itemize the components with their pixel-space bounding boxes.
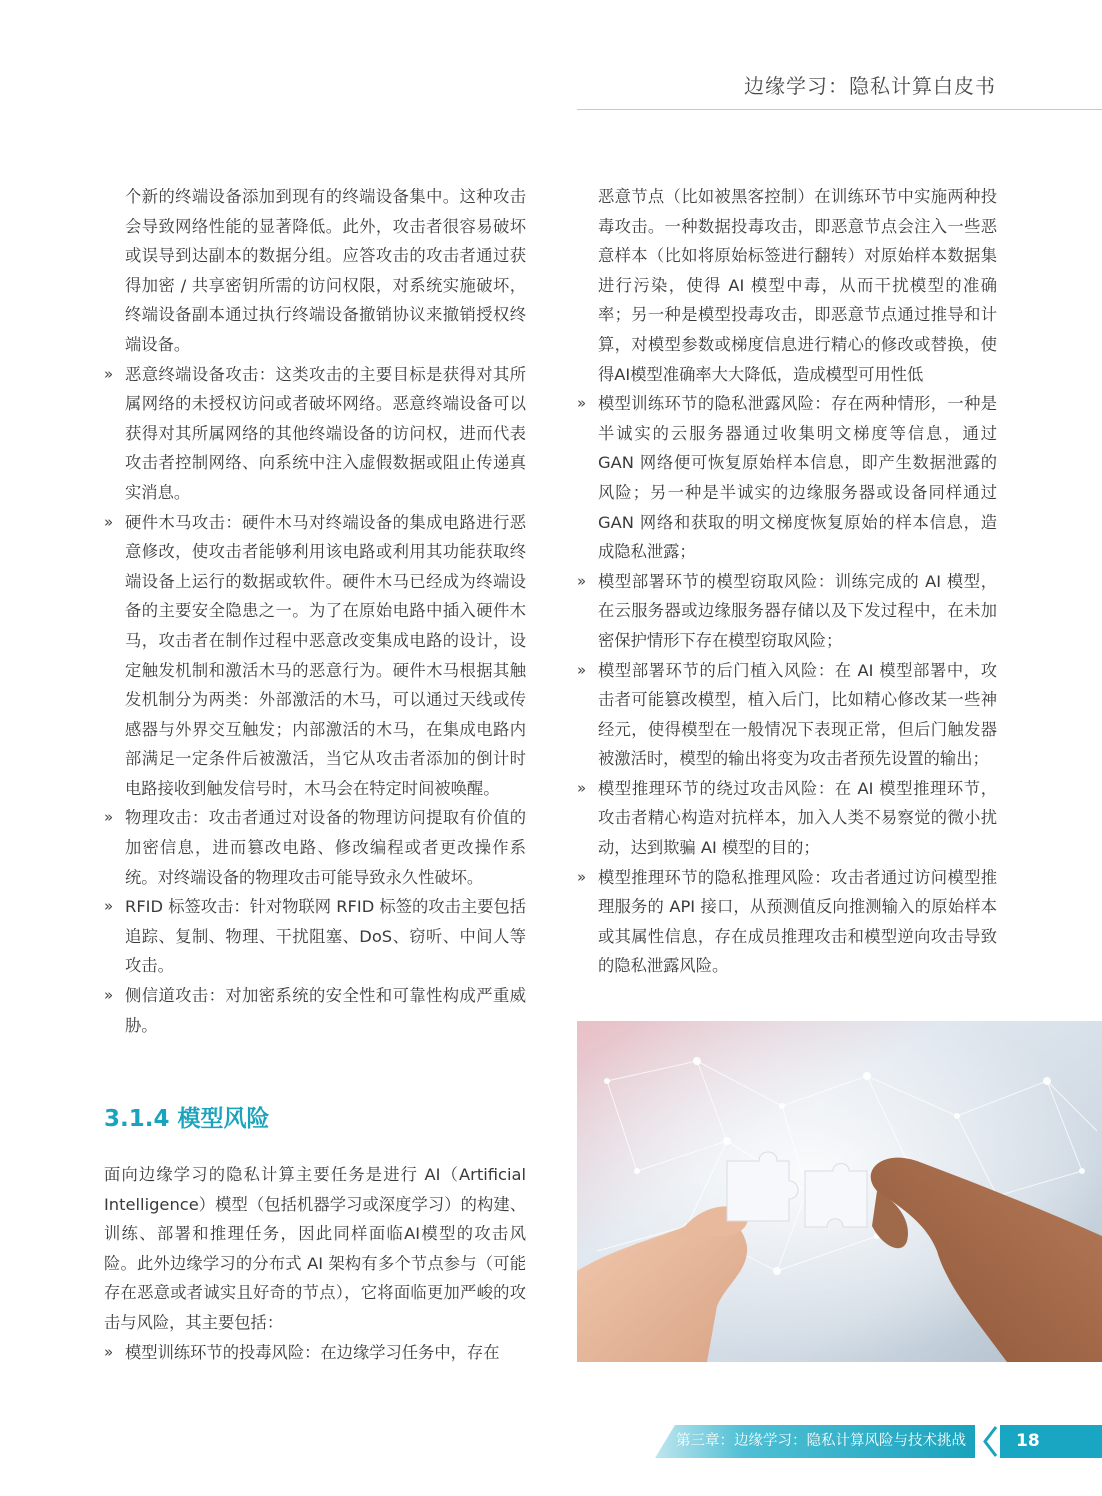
list-item (104, 1338, 526, 1368)
list-item (104, 892, 526, 981)
bullet-icon: » (104, 364, 114, 383)
right-column (577, 182, 997, 981)
continuation-paragraph: 个新的终端设备添加到现有的终端设备集中。这种攻击会导致网络性能的显著降低。此外，攻击者很容易破坏或误导到达副本的数据分组。应答攻击的攻击者通过获得加密 / 共享密钥所需的访问权限，对系统实施破坏，终端设备副本通过执行终端设备撤销协议来撤销授权终端设备。 (125, 187, 526, 354)
bullet-text: 物理攻击：攻击者通过对设备的物理访问提取有价值的加密信息，进而篡改电路、修改编程或者更改操作系统。对终端设备的物理攻击可能导致永久性破坏。 (125, 808, 526, 887)
left-column (104, 182, 526, 1040)
list-item (104, 981, 526, 1040)
bullet-text: 硬件木马攻击：硬件木马对终端设备的集成电路进行恶意修改，使攻击者能够利用该电路或利用其功能获取终端设备上运行的数据或软件。硬件木马已经成为终端设备的主要安全隐患之一。为了在原始电路中插入硬件木马，攻击者在制作过程中恶意改变集成电路的设计，设定触发机制和激活木马的恶意行为。硬件木马根据其触发机制分为两类：外部激活的木马，可以通过天线或传感器与外界交互触发；内部激活的木马，在集成电路内部满足一定条件后被激活，当它从攻击者添加的倒计时电路接收到触发信号时，木马会在特定时间被唤醒。 (125, 512, 526, 798)
bullet-text: 模型训练环节的隐私泄露风险：存在两种情形，一种是半诚实的云服务器通过收集明文梯度等信息，通过 GAN 网络便可恢复原始样本信息，即产生数据泄露的风险；另一种是半诚实的边缘服务器或设备同样通过 GAN 网络和获取的明文梯度恢复原始的样本信息，造成隐私泄露； (598, 394, 997, 562)
section-body (104, 1160, 526, 1367)
bullet-icon: » (104, 986, 114, 1005)
continuation-paragraph: 恶意节点（比如被黑客控制）在训练环节中实施两种投毒攻击。一种数据投毒攻击，即恶意节点会注入一些恶意样本（比如将原始标签进行翻转）对原始样本数据集进行污染，使得 AI 模型中毒，从而干扰模型的准确率；另一种是模型投毒攻击，即恶意节点通过推导和计算，对模型参数或梯度信息进行精心的修改或替换，使得AI模型准确率大大降低，造成模型可用性低 (598, 187, 997, 384)
bullet-text: RFID 标签攻击：针对物联网 RFID 标签的攻击主要包括追踪、复制、物理、干扰阻塞、DoS、窃听、中间人等攻击。 (125, 897, 526, 976)
bullet-text: 模型训练环节的投毒风险：在边缘学习任务中，存在 (125, 1342, 500, 1362)
bullet-icon: » (104, 1342, 114, 1361)
bullet-text: 模型部署环节的后门植入风险：在 AI 模型部署中，攻击者可能篡改模型，植入后门，比如精心修改某一些神经元，使得模型在一般情况下表现正常，但后门触发器被激活时，模型的输出将变为攻击者预先设置的输出； (598, 660, 997, 769)
bullet-icon: » (577, 571, 587, 590)
section-heading: 3.1.4 模型风险 (104, 1106, 270, 1132)
bullet-text: 恶意终端设备攻击：这类攻击的主要目标是获得对其所属网络的未授权访问或者破坏网络。恶意终端设备可以获得对其所属网络的其他终端设备的访问权，进而代表攻击者控制网络、向系统中注入虚假数据或阻止传递真实消息。 (125, 364, 526, 502)
list-item (104, 803, 526, 892)
list-item (104, 508, 526, 804)
bullet-icon: » (577, 394, 587, 413)
bullet-icon: » (104, 512, 114, 531)
list-item (577, 567, 997, 656)
bullet-icon: » (104, 897, 114, 916)
puzzle-hands-photo (577, 1021, 1102, 1362)
footer-chapter-label: 第三章：边缘学习：隐私计算风险与技术挑战 (676, 1433, 966, 1449)
list-item (577, 656, 997, 774)
bullet-text: 模型推理环节的隐私推理风险：攻击者通过访问模型推理服务的 API 接口，从预测值反向推测输入的原始样本或其属性信息，存在成员推理攻击和模型逆向攻击导致的隐私泄露风险。 (598, 867, 997, 976)
bullet-text: 模型部署环节的模型窃取风险：训练完成的 AI 模型，在云服务器或边缘服务器存储以及下发过程中，在未加密保护情形下存在模型窃取风险； (598, 571, 997, 650)
list-item (577, 389, 997, 567)
header-rule (577, 109, 1102, 110)
section-intro: 面向边缘学习的隐私计算主要任务是进行 AI（Artificial Intelligence）模型（包括机器学习或深度学习）的构建、训练、部署和推理任务，因此同样面临AI模型的攻击风险。此外边缘学习的分布式 AI 架构有多个节点参与（可能存在恶意或者诚实且好奇的节点），它将面临更加严峻的攻击与风险，其主要包括： (104, 1165, 526, 1332)
list-item (577, 863, 997, 981)
bullet-icon: » (577, 778, 587, 797)
chevron-left-icon (980, 1425, 1000, 1458)
list-item (577, 774, 997, 863)
page-number: 18 (1016, 1431, 1040, 1451)
bullet-text: 侧信道攻击：对加密系统的安全性和可靠性构成严重威胁。 (125, 986, 526, 1035)
list-item (104, 360, 526, 508)
running-header-title: 边缘学习：隐私计算白皮书 (744, 74, 996, 98)
bullet-icon: » (104, 808, 114, 827)
bullet-icon: » (577, 660, 587, 679)
bullet-icon: » (577, 867, 587, 886)
bullet-text: 模型推理环节的绕过攻击风险：在 AI 模型推理环节，攻击者精心构造对抗样本，加入人类不易察觉的微小扰动，达到欺骗 AI 模型的目的； (598, 778, 997, 858)
